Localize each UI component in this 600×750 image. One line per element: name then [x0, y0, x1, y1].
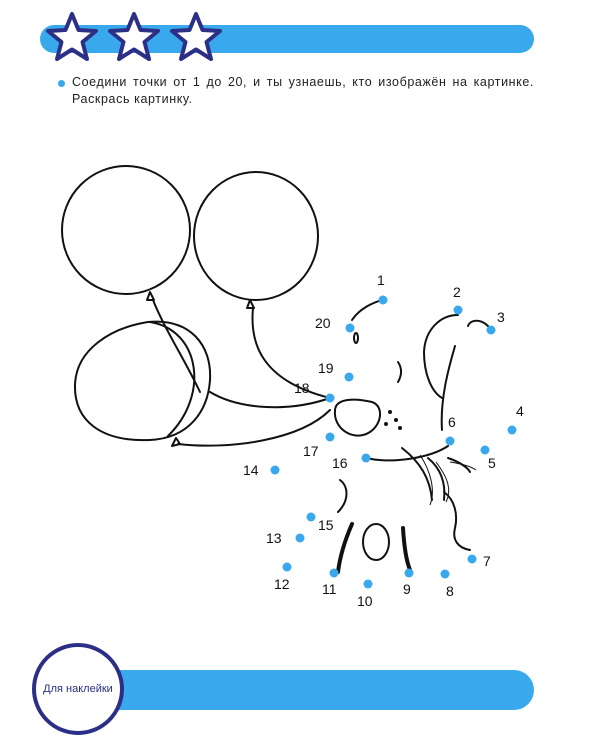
dot-label: 5 [488, 455, 496, 471]
dot-label: 19 [318, 360, 334, 376]
dot-label: 4 [516, 403, 524, 419]
dot-10[interactable] [364, 580, 373, 589]
dot-label: 12 [274, 576, 290, 592]
dot-17[interactable] [326, 433, 335, 442]
dot-5[interactable] [481, 446, 490, 455]
footer-bar [86, 670, 534, 710]
sticker-placeholder [32, 643, 124, 735]
dot-8[interactable] [441, 570, 450, 579]
dot-7[interactable] [468, 555, 477, 564]
dot-label: 3 [497, 309, 505, 325]
dot-11[interactable] [330, 569, 339, 578]
dot-label: 13 [266, 530, 282, 546]
dot-label: 17 [303, 443, 319, 459]
dot-label: 18 [294, 380, 310, 396]
dot-15[interactable] [307, 513, 316, 522]
dot-label: 9 [403, 581, 411, 597]
instruction-text: Соедини точки от 1 до 20, и ты узнаешь, кто изображён на картинке. Раскрась картинку. [72, 75, 534, 106]
dot-18[interactable] [326, 394, 335, 403]
dot-label: 14 [243, 462, 259, 478]
dot-label: 7 [483, 553, 491, 569]
balloon-left [62, 166, 190, 294]
dot-2[interactable] [454, 306, 463, 315]
dot-3[interactable] [487, 326, 496, 335]
dot-19[interactable] [345, 373, 354, 382]
balloon-right [194, 172, 318, 300]
dot-label: 1 [377, 272, 385, 288]
dot-label: 15 [318, 517, 334, 533]
dot-13[interactable] [296, 534, 305, 543]
dot-4[interactable] [508, 426, 517, 435]
dot-9[interactable] [405, 569, 414, 578]
mouse-nose [335, 400, 380, 436]
balloon-pear [75, 322, 210, 441]
dot-label: 11 [322, 581, 337, 597]
dot-label: 2 [453, 284, 461, 300]
dot-12[interactable] [283, 563, 292, 572]
dot-label: 20 [315, 315, 331, 331]
dot-1[interactable] [379, 296, 388, 305]
dot-label: 6 [448, 414, 456, 430]
dot-20[interactable] [346, 324, 355, 333]
dot-label: 8 [446, 583, 454, 599]
dot-6[interactable] [446, 437, 455, 446]
mouse-belly [363, 524, 389, 560]
dot-label: 10 [357, 593, 373, 609]
dot-label: 16 [332, 455, 348, 471]
dot-16[interactable] [362, 454, 371, 463]
sticker-label: Для наклейки [43, 683, 113, 695]
dot-14[interactable] [271, 466, 280, 475]
